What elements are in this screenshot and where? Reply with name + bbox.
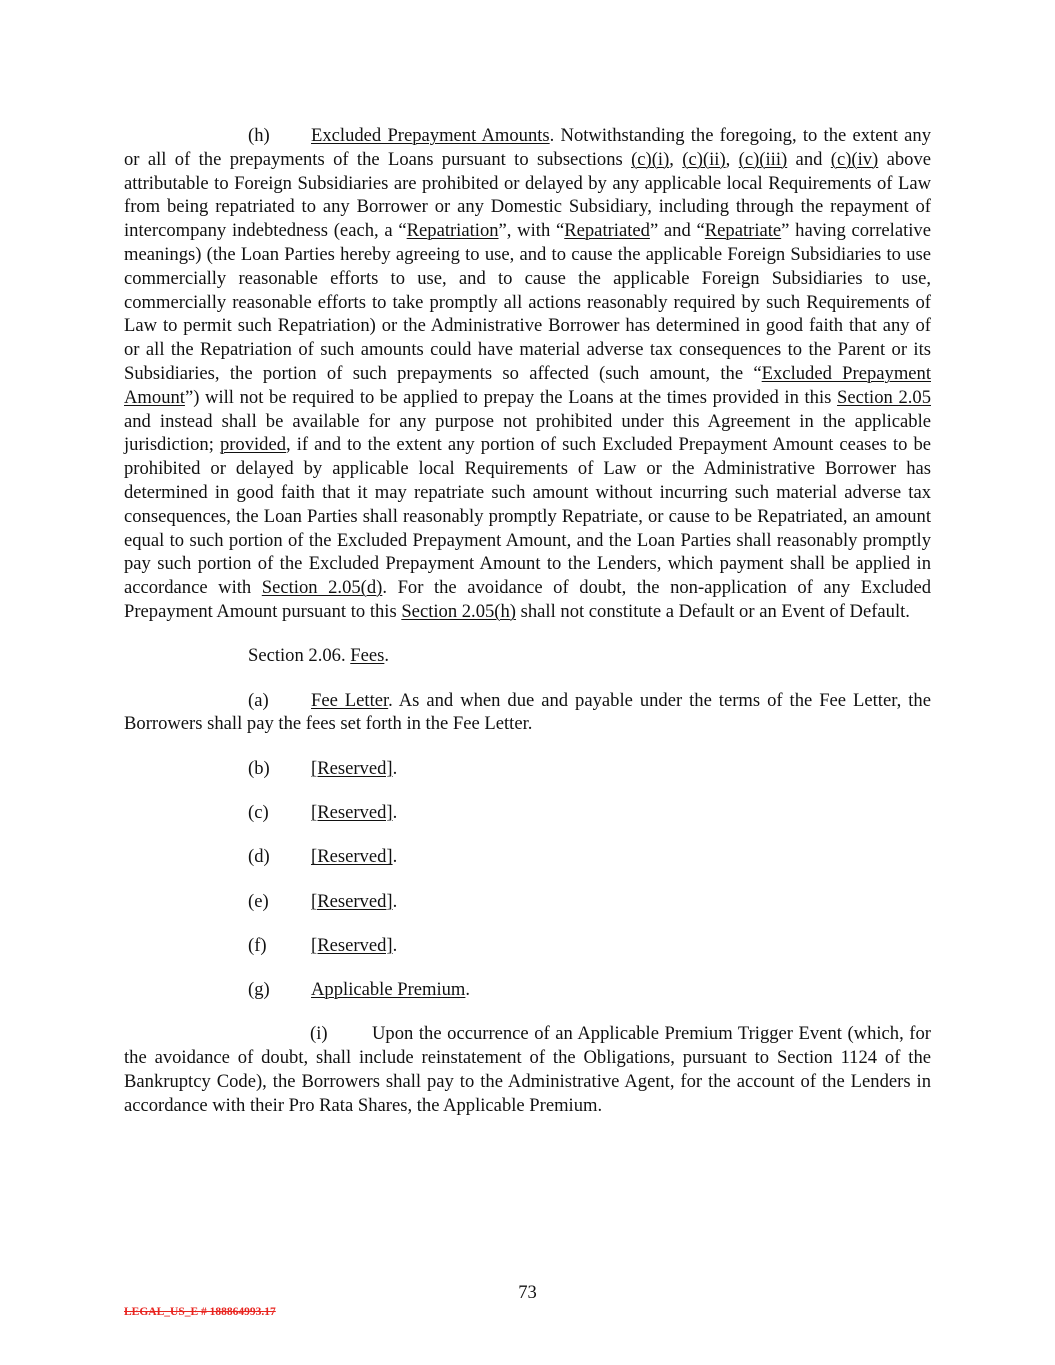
cross-reference: (c)(i) — [631, 148, 670, 170]
defined-term: Excluded Prepayment Amount — [124, 362, 931, 408]
clause-e: (e) [Reserved]. — [248, 890, 398, 912]
spacer — [124, 869, 931, 890]
paragraph-a-fee-letter: (a) Fee Letter. As and when due and payable under the terms of the Fee Letter, the Borrowers shall pay the fees set forth in the Fee Letter. — [124, 689, 931, 735]
cross-reference: (c)(ii) — [682, 148, 726, 170]
clause-f: (f) [Reserved]. — [248, 934, 398, 956]
clause-g-applicable-premium: (g) Applicable Premium. — [248, 979, 471, 1001]
paragraph-h-excluded-prepayment-amounts: (h) Excluded Prepayment Amounts. Notwithstanding the foregoing, to the extent any or all of the prepayments of the Loans pursuant to subsections (c)(i), (c)(ii), (c)(iii) and (c)(iv) above attributable to Foreign Subsidiaries are prohibited or delayed by any applicable local Requirements of Law from being repatriated to any Borrower or any Domestic Subsidiary, including through the repayment of intercompany indebtedness (each, a “Repatriation”, with “Repatriated” and “Repatriate” having correlative meanings) (the Loan Parties hereby agreeing to use, and to cause the applicable Foreign Subsidiaries to use commercially reasonable efforts to use, and to cause the applicable Foreign Subsidiaries to use, commercially reasonable efforts to take promptly all actions reasonably required by such Requirements of Law to permit such Repatriation) or the Administrative Borrower has determined in good faith that any of or all the Repatriation of such amounts could have material adverse tax consequences to the Parent or its Subsidiaries, the portion of such prepayments so affected (such amount, the “Excluded Prepayment Amount”) will not be required to be applied to prepay the Loans at the times provided in this Section 2.05 and instead shall be available for any purpose not prohibited under this Agreement in the applicable jurisdiction; provided, if and to the extent any portion of such Excluded Prepayment Amount ceases to be prohibited or delayed by applicable local Requirements of Law or the Administrative Borrower has determined in good faith that it may repatriate such amount without incurring such material adverse tax consequences, the Loan Parties shall reasonably promptly Repatriate, or cause to be Repatriated, an amount equal to such portion of the Excluded Prepayment Amount, and the Loan Parties shall reasonably promptly pay such portion of the Excluded Prepayment Amount to the Lenders, which payment shall be applied in accordance with Section 2.05(d). For the avoidance of doubt, the non-application of any Excluded Prepayment Amount pursuant to this Section 2.05(h) shall not constitute a Default or an Event of Default. — [124, 125, 932, 622]
clause-d: (d) [Reserved]. — [248, 846, 398, 868]
clause-title: Fee Letter — [311, 689, 389, 711]
clause-b: (b) [Reserved]. — [248, 757, 398, 779]
clause-label: (e) — [248, 890, 269, 912]
cross-reference: Section 2.05 — [837, 386, 931, 408]
clause-title: [Reserved] — [311, 801, 393, 823]
clause-c: (c) [Reserved]. — [248, 801, 398, 823]
subclause-i: (i) Upon the occurrence of an Applicable Premium Trigger Event (which, for the avoidance of doubt, shall include reinstatement of the Obligations, pursuant to Section 1124 of the Bankruptcy Code), the Borrowers shall pay to the Administrative Agent, for the account of the Lenders in accordance with their Pro Rata Shares, the Applicable Premium. — [124, 1023, 931, 1116]
section-heading-2-06: Section 2.06. Fees. — [248, 645, 390, 667]
defined-term: Repatriate — [704, 220, 782, 242]
clause-label: (i) — [310, 1023, 328, 1045]
cross-reference: Section 2.05(h) — [401, 600, 516, 622]
clause-title: [Reserved] — [311, 934, 393, 956]
clause-title: Applicable Premium — [311, 979, 466, 1001]
proviso-term: provided — [219, 434, 287, 456]
defined-term: Repatriated — [564, 220, 650, 242]
page-number: 73 — [518, 1282, 537, 1303]
cross-reference: (c)(iii) — [738, 148, 788, 170]
clause-title: Excluded Prepayment Amounts — [311, 125, 550, 146]
spacer — [124, 624, 931, 645]
spacer — [124, 1002, 931, 1023]
defined-term: Repatriation — [406, 220, 499, 242]
cross-reference: (c)(iv) — [830, 148, 879, 170]
spacer — [124, 825, 931, 846]
clause-label: (f) — [248, 934, 267, 956]
clause-title: [Reserved] — [311, 846, 393, 868]
clause-label: (a) — [248, 689, 269, 711]
document-page — [124, 124, 931, 1118]
spacer — [124, 736, 931, 757]
section-title: Fees — [350, 645, 385, 667]
clause-title: [Reserved] — [311, 757, 393, 779]
spacer — [124, 958, 931, 979]
clause-label: (c) — [248, 801, 269, 823]
spacer — [124, 668, 931, 689]
document-id-footer: LEGAL_US_E # 188864993.17 — [124, 1306, 276, 1318]
spacer — [124, 913, 931, 934]
clause-label: (h) — [248, 125, 270, 146]
clause-label: (d) — [248, 846, 270, 868]
cross-reference: Section 2.05(d) — [261, 577, 383, 599]
spacer — [124, 780, 931, 801]
clause-label: (g) — [248, 979, 270, 1001]
clause-label: (b) — [248, 757, 270, 779]
clause-title: [Reserved] — [311, 890, 393, 912]
